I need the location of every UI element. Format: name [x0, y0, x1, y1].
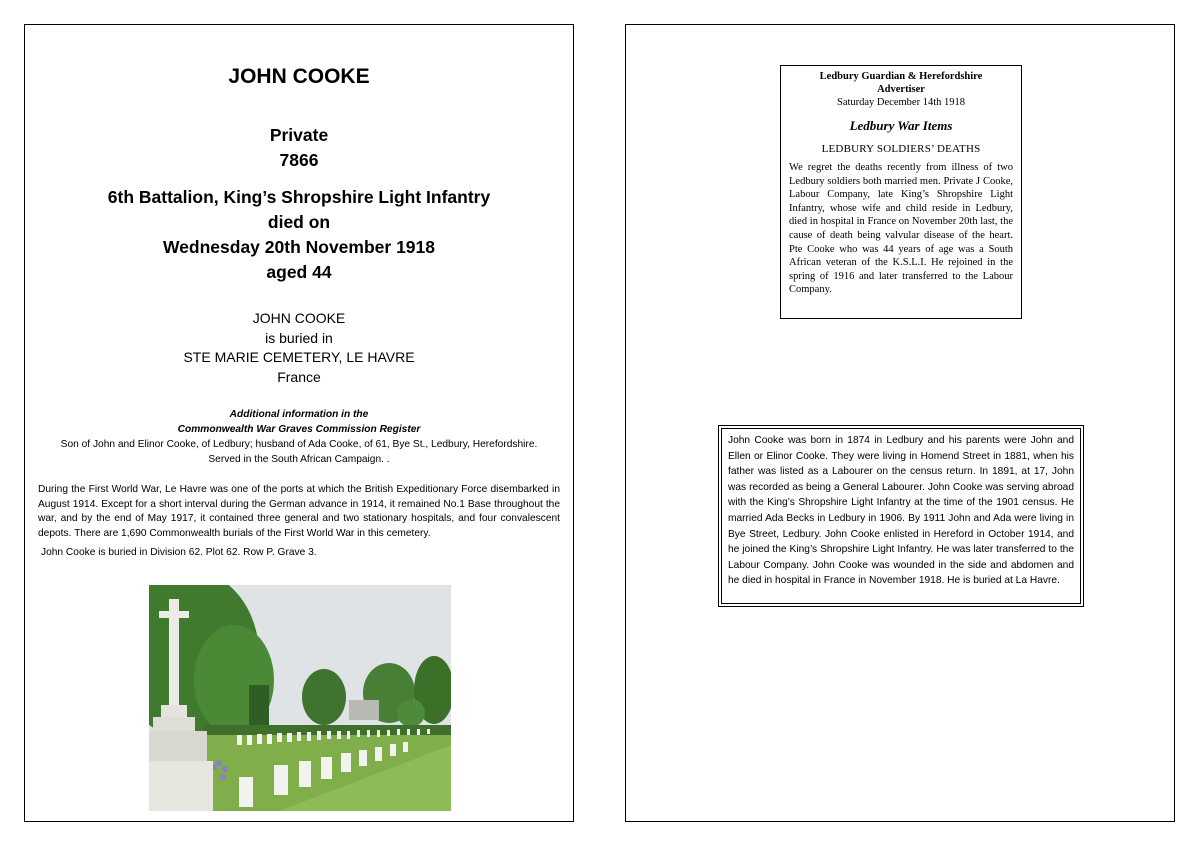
newspaper-clipping: [780, 65, 1022, 319]
left-page: [24, 24, 574, 822]
cwgc-heading-line2: Commonwealth War Graves Commission Register: [177, 424, 421, 435]
country: France: [277, 368, 321, 385]
rank: Private: [269, 125, 329, 145]
cwgc-line1: Son of John and Elinor Cooke, of Ledbury; husband of Ada Cooke, of 61, Bye St., Ledbury, Herefordshire.: [60, 439, 538, 450]
right-page: [625, 24, 1175, 822]
clipping-subheadline: LEDBURY SOLDIERS’ DEATHS: [821, 143, 981, 155]
clipping-body: We regret the deaths recently from illness of two Ledbury soldiers both married men. Private J Cooke, Labour Company, late King’s Shropshire Light Infantry, whose wife and child reside in Ledbury, died in hospital in France on November 20th last, the cause of death being valvular disease of the heart. Pte Cooke who was 44 years of age was a South African veteran of the K.S.L.I. He rejoined in the spring of 1916 and later transferred to the Labour Company.: [789, 162, 1013, 296]
newspaper-date: Saturday December 14th 1918: [836, 97, 965, 108]
cwgc-heading-line1: Additional information in the: [229, 409, 369, 420]
unit-block: [25, 185, 573, 285]
cemetery-photo-image: [149, 585, 451, 811]
died-on-label: died on: [267, 212, 331, 232]
rank-block: [25, 123, 573, 173]
service-number: 7866: [279, 150, 319, 170]
burial-block: [25, 309, 573, 387]
burial-name: JOHN COOKE: [252, 310, 346, 326]
biography-box: [718, 425, 1084, 607]
age: aged 44: [266, 262, 332, 282]
newspaper-name-line1: Ledbury Guardian & Herefordshire: [819, 71, 983, 82]
unit: 6th Battalion, King’s Shropshire Light Infantry: [107, 187, 491, 207]
buried-in-label: is buried in: [265, 329, 333, 346]
grave-location: John Cooke is buried in Division 62. Plot 62. Row P. Grave 3.: [41, 547, 317, 558]
cemetery-name: STE MARIE CEMETERY, LE HAVRE: [183, 349, 415, 365]
cwgc-line2: Served in the South African Campaign. .: [208, 454, 390, 465]
cemetery-description: During the First World War, Le Havre was one of the ports at which the British Expeditionary Force disembarked in August 1914. Except for a short interval during the German advance in 1914, it remained No.1 Base throughout the war, and by the end of May 1917, it contained three general and two stationary hospitals, and four convalescent depots. There are 1,690 Commonwealth burials of the First World War in this cemetery.: [38, 484, 560, 539]
death-date: Wednesday 20th November 1918: [162, 237, 436, 257]
biography-text: John Cooke was born in 1874 in Ledbury and his parents were John and Ellen or Elinor Cooke. They were living in Homend Street in 1881, when his father was listed as a Labourer on the census return. In 1891, at 17, John was recorded as being a General Labourer. John Cooke was serving abroad with the King’s Shropshire Light Infantry at the time of the 1901 census. He married Ada Becks in Ledbury in 1906. By 1911 John and Ada were living in Bye Street, Ledbury. John Cooke enlisted in Hereford in October 1914, and he joined the King’s Shropshire Light Infantry. He was later transferred to the Labour Company. John Cooke was wounded in the side and abdomen and he died in hospital in France in November 1918. He is buried at La Havre.: [721, 428, 1081, 604]
newspaper-name-line2: Advertiser: [877, 84, 925, 95]
cemetery-photo: [149, 585, 451, 811]
cwgc-block: [25, 407, 573, 467]
soldier-name-title: JOHN COOKE: [228, 65, 370, 88]
clipping-headline: Ledbury War Items: [849, 118, 953, 133]
